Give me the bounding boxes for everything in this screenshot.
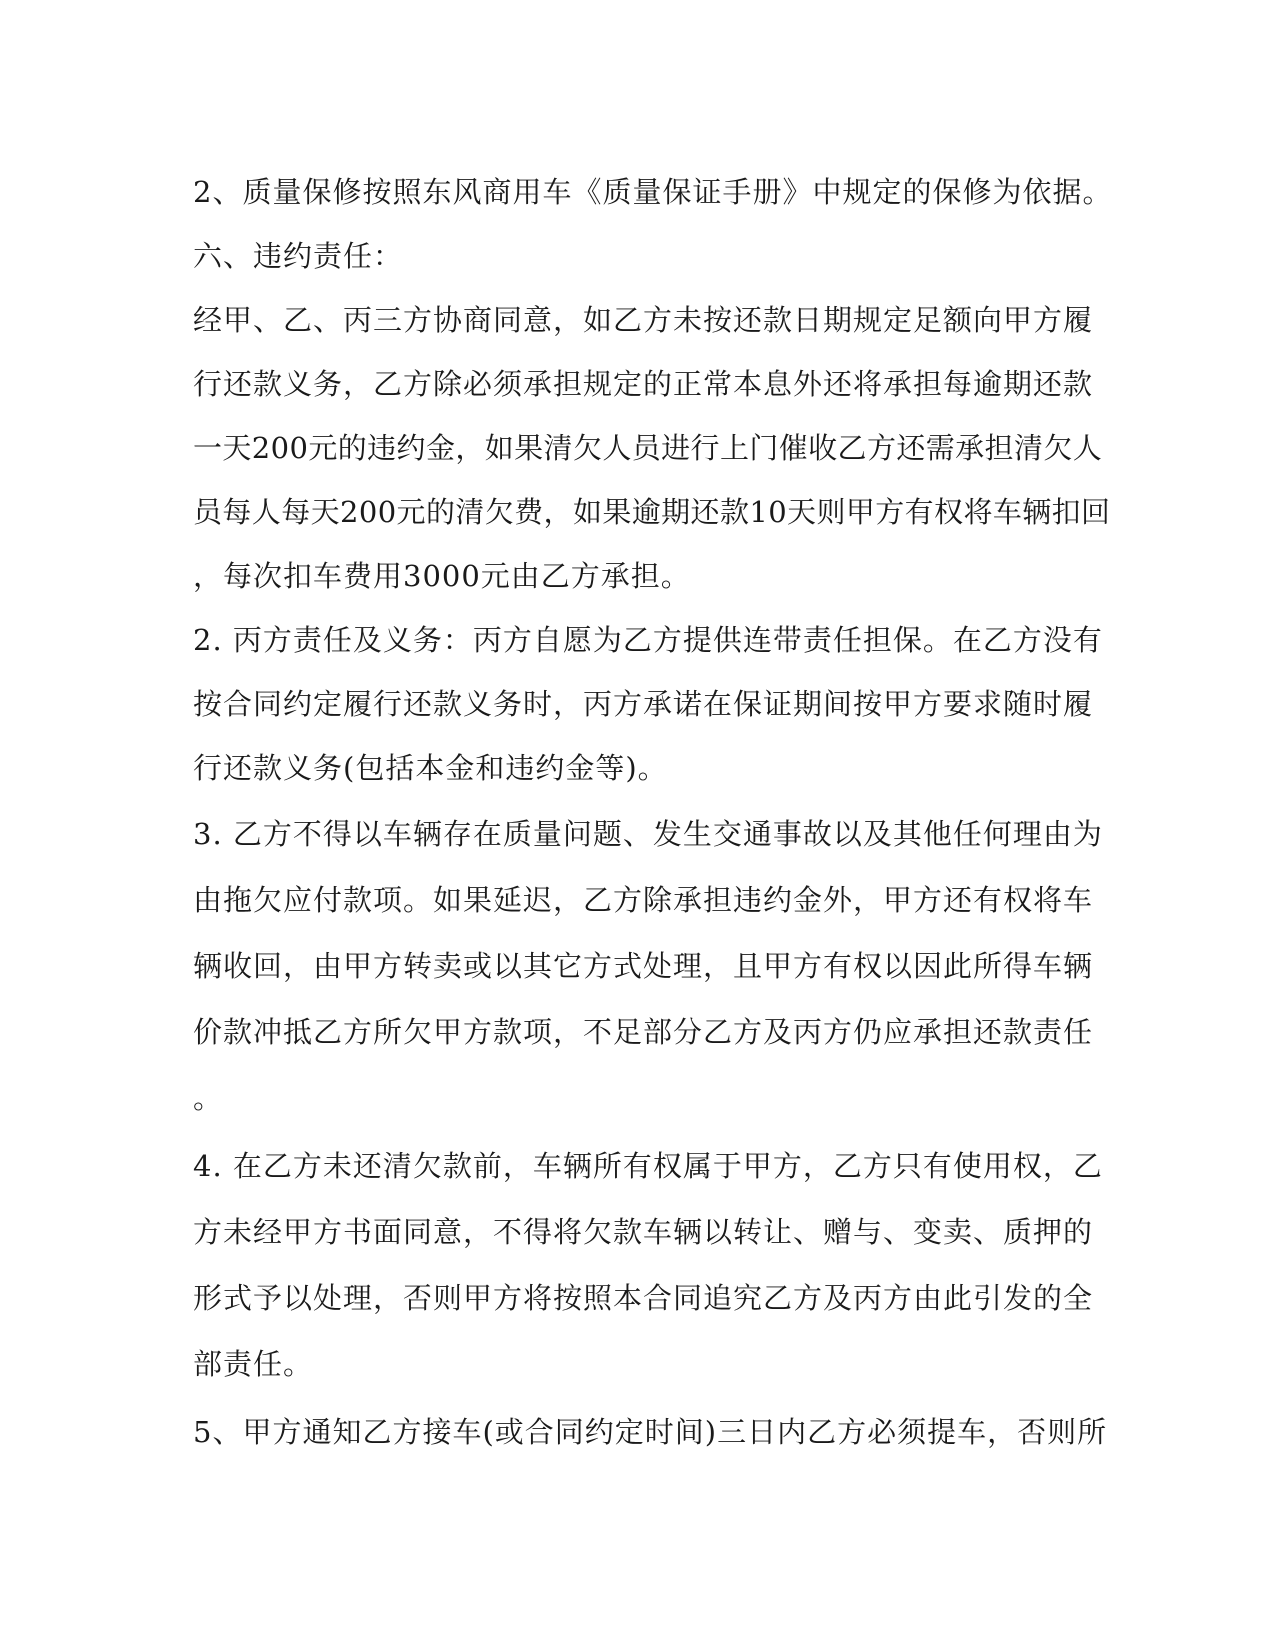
text-line: 员每人每天200元的清欠费，如果逾期还款10天则甲方有权将车辆扣回 bbox=[193, 495, 1111, 529]
text-line-clause-5: 5、甲方通知乙方接车(或合同约定时间)三日内乙方必须提车，否则所 bbox=[193, 1415, 1108, 1449]
text-line: 由拖欠应付款项。如果延迟，乙方除承担违约金外，甲方还有权将车 bbox=[193, 883, 1094, 917]
text-line-clause-4: 4. 在乙方未还清欠款前，车辆所有权属于甲方，乙方只有使用权，乙 bbox=[193, 1149, 1103, 1183]
text-line: 行还款义务(包括本金和违约金等)。 bbox=[193, 751, 668, 785]
text-line: 经甲、乙、丙三方协商同意，如乙方未按还款日期规定足额向甲方履 bbox=[193, 303, 1094, 337]
text-line: 行还款义务，乙方除必须承担规定的正常本息外还将承担每逾期还款 bbox=[193, 367, 1094, 401]
text-line: ，每次扣车费用3000元由乙方承担。 bbox=[193, 559, 691, 593]
text-line: 价款冲抵乙方所欠甲方款项，不足部分乙方及丙方仍应承担还款责任 bbox=[193, 1015, 1094, 1049]
text-line: 按合同约定履行还款义务时，丙方承诺在保证期间按甲方要求随时履 bbox=[193, 687, 1094, 721]
text-line: 部责任。 bbox=[193, 1347, 314, 1381]
text-line-clause-3: 3. 乙方不得以车辆存在质量问题、发生交通事故以及其他任何理由为 bbox=[193, 817, 1103, 851]
text-line: 形式予以处理，否则甲方将按照本合同追究乙方及丙方由此引发的全 bbox=[193, 1281, 1094, 1315]
section-heading-liability: 六、违约责任： bbox=[193, 239, 404, 273]
text-line: 。 bbox=[193, 1081, 224, 1115]
text-line-warranty-basis: 2、质量保修按照东风商用车《质量保证手册》中规定的保修为依据。 bbox=[193, 175, 1113, 209]
text-line: 辆收回，由甲方转卖或以其它方式处理，且甲方有权以因此所得车辆 bbox=[193, 949, 1094, 983]
text-line-clause-2: 2. 丙方责任及义务：丙方自愿为乙方提供连带责任担保。在乙方没有 bbox=[193, 623, 1103, 657]
text-line: 方未经甲方书面同意，不得将欠款车辆以转让、赠与、变卖、质押的 bbox=[193, 1215, 1094, 1249]
text-line: 一天200元的违约金，如果清欠人员进行上门催收乙方还需承担清欠人 bbox=[193, 431, 1103, 465]
